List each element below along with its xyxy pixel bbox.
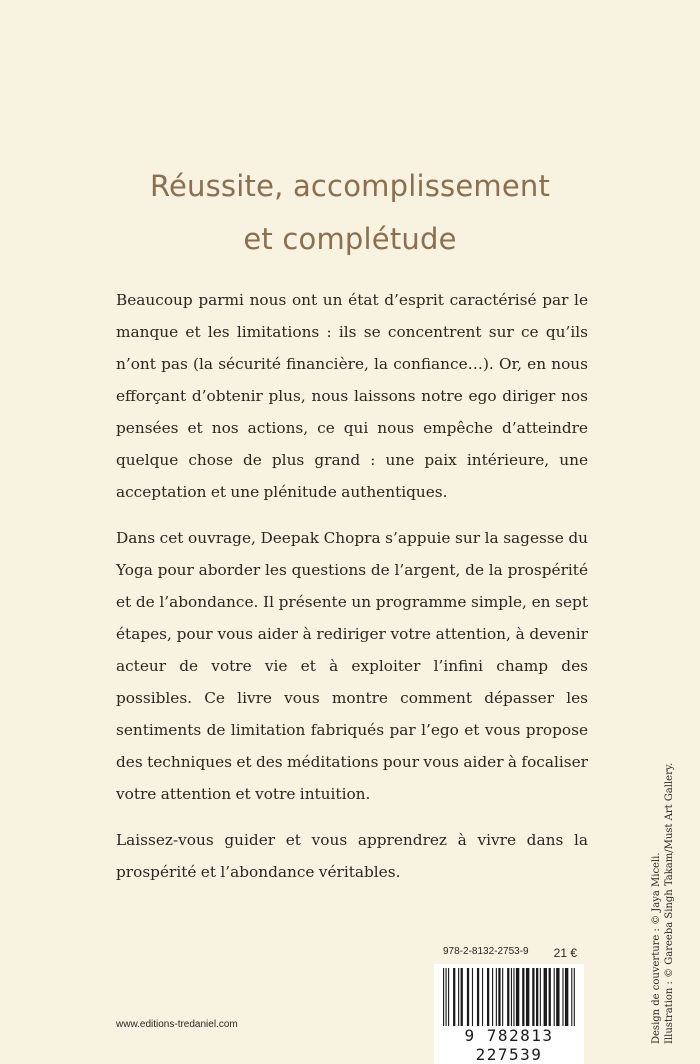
- barcode-bar: [482, 968, 483, 1026]
- barcode-digits: 9 782813 227539: [434, 1026, 584, 1064]
- title-line-1: Réussite, accomplissement: [149, 169, 551, 203]
- barcode-bar: [513, 968, 514, 1026]
- title-line-2: et complétude: [243, 222, 457, 256]
- isbn-price-line: [443, 946, 577, 960]
- barcode-bar: [540, 968, 541, 1026]
- barcode-bar: [544, 968, 547, 1026]
- design-credit: Design de couverture : © Jaya Miceli.: [651, 852, 662, 1044]
- barcode-bar: [574, 968, 575, 1026]
- barcode-bar: [571, 968, 572, 1026]
- barcode-bar: [453, 968, 455, 1026]
- barcode-bar: [549, 968, 551, 1026]
- barcode-bars: [443, 968, 575, 1026]
- cover-credits: [650, 763, 676, 1044]
- book-title: [0, 160, 700, 266]
- barcode-bar: [562, 968, 563, 1026]
- barcode-bar: [472, 968, 473, 1026]
- barcode-bar: [496, 968, 497, 1026]
- barcode-bar: [498, 968, 500, 1026]
- barcode-bar: [477, 968, 479, 1026]
- barcode: [434, 964, 584, 1064]
- barcode-bar: [461, 968, 463, 1026]
- barcode-bar: [556, 968, 559, 1026]
- barcode-bar: [446, 968, 447, 1026]
- barcode-bar: [526, 968, 529, 1026]
- barcode-bar: [522, 968, 524, 1026]
- barcode-bar: [443, 968, 444, 1026]
- illustration-credit: Illustration : © Gareeba Singh Takam/Must Art Gallery.: [664, 762, 675, 1044]
- barcode-bar: [532, 968, 534, 1026]
- barcode-bar: [467, 968, 469, 1026]
- barcode-bar: [565, 968, 568, 1026]
- barcode-bar: [507, 968, 509, 1026]
- back-cover-text: [116, 284, 588, 902]
- barcode-bar: [492, 968, 493, 1026]
- barcode-bar: [516, 968, 519, 1026]
- publisher-website: www.editions-tredaniel.com: [116, 1019, 238, 1030]
- paragraph-2: Dans cet ouvrage, Deepak Chopra s’appuie sur la sagesse du Yoga pour aborder les questions de l’argent, de la prospérité et de l’abondance. Il présente un programme simple, en sept étapes, pour vous aider à rediriger votre attention, à devenir acteur de votre vie et à exploiter l’infini champ des possibles. Ce livre vous montre comment dépasser les sentiments de limitation fabriqués par l’ego et vous propose des techniques et des méditations pour vous aider à focaliser votre attention et votre intuition.: [116, 529, 588, 803]
- barcode-bar: [554, 968, 555, 1026]
- barcode-bar: [448, 968, 449, 1026]
- barcode-bar: [511, 968, 512, 1026]
- barcode-bar: [487, 968, 489, 1026]
- isbn-number: 978-2-8132-2753-9: [443, 946, 529, 957]
- barcode-bar: [502, 968, 503, 1026]
- barcode-bar: [536, 968, 538, 1026]
- paragraph-1: Beaucoup parmi nous ont un état d’esprit caractérisé par le manque et les limitations : ils se concentrent sur ce qu’ils n’ont pas (la sécurité financière, la confiance…). Or, en nous efforçant d’obtenir plus, nous laissons notre ego diriger nos pensées et nos actions, ce qui nous empêche d’atteindre quelque chose de plus grand : une paix intérieure, une acceptation et une plénitude authentiques.: [116, 291, 588, 501]
- paragraph-3: Laissez-vous guider et vous apprendrez à vivre dans la prospérité et l’abondance véritables.: [116, 831, 588, 881]
- barcode-bar: [458, 968, 459, 1026]
- price: 21 €: [553, 946, 577, 960]
